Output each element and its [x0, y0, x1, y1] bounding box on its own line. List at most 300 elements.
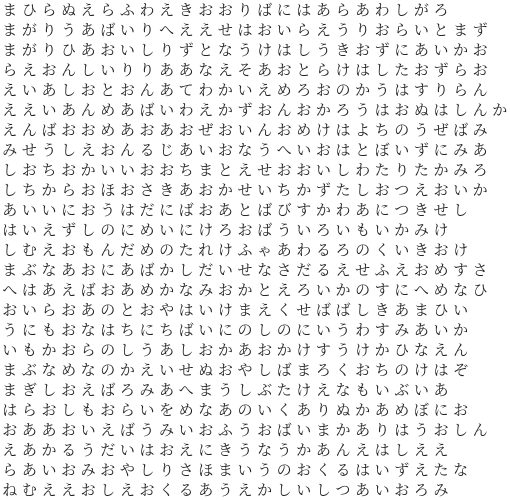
grid-cell: け	[453, 241, 469, 259]
grid-cell: の	[276, 321, 292, 339]
grid-cell: と	[100, 81, 116, 99]
grid-cell: ろ	[472, 161, 488, 179]
grid-cell: お	[355, 361, 371, 379]
grid-cell: お	[80, 181, 96, 199]
grid-cell: あ	[159, 381, 175, 399]
grid-cell: あ	[355, 201, 371, 219]
grid-cell: ひ	[433, 301, 449, 319]
grid-cell: ふ	[217, 421, 233, 439]
grid-cell: と	[296, 61, 312, 79]
grid-cell: に	[374, 201, 390, 219]
grid-row	[0, 300, 469, 320]
grid-cell: ず	[433, 61, 449, 79]
grid-cell: お	[61, 461, 77, 479]
grid-cell: お	[257, 421, 273, 439]
grid-cell: あ	[433, 381, 449, 399]
grid-cell: ば	[139, 261, 155, 279]
grid-cell: う	[276, 441, 292, 459]
grid-cell: ゃ	[257, 241, 273, 259]
grid-cell: は	[374, 441, 390, 459]
grid-cell: ず	[315, 181, 331, 199]
grid-cell: あ	[119, 101, 135, 119]
grid-cell: し	[80, 221, 96, 239]
grid-cell: も	[21, 341, 37, 359]
grid-cell: あ	[41, 81, 57, 99]
grid-cell: し	[119, 341, 135, 359]
grid-cell: う	[374, 81, 390, 99]
grid-cell: ら	[2, 461, 18, 479]
grid-cell: な	[257, 441, 273, 459]
grid-cell: お	[315, 141, 331, 159]
grid-cell: す	[315, 341, 331, 359]
grid-cell: め	[139, 221, 155, 239]
grid-cell: し	[178, 341, 194, 359]
grid-cell: お	[159, 441, 175, 459]
grid-cell: ん	[139, 81, 155, 99]
grid-cell: か	[217, 81, 233, 99]
grid-cell: わ	[178, 101, 194, 119]
grid-cell: か	[374, 341, 390, 359]
grid-cell: え	[276, 281, 292, 299]
grid-cell: め	[139, 241, 155, 259]
grid-cell: え	[257, 81, 273, 99]
grid-cell: い	[374, 221, 390, 239]
grid-cell: あ	[315, 1, 331, 19]
grid-cell: え	[2, 441, 18, 459]
grid-cell: な	[41, 261, 57, 279]
grid-cell: あ	[2, 201, 18, 219]
grid-cell: あ	[315, 441, 331, 459]
grid-cell: は	[433, 361, 449, 379]
grid-cell: み	[453, 161, 469, 179]
grid-cell: え	[335, 261, 351, 279]
grid-cell: も	[41, 321, 57, 339]
grid-cell: も	[355, 381, 371, 399]
grid-cell: お	[61, 121, 77, 139]
grid-cell: あ	[257, 61, 273, 79]
grid-cell: う	[237, 41, 253, 59]
grid-cell: お	[472, 61, 488, 79]
grid-cell: り	[374, 421, 390, 439]
grid-cell: い	[159, 361, 175, 379]
grid-cell: お	[413, 61, 429, 79]
grid-cell: な	[198, 401, 214, 419]
grid-cell: す	[413, 81, 429, 99]
grid-cell: め	[100, 101, 116, 119]
grid-cell: お	[41, 401, 57, 419]
grid-cell: い	[159, 221, 175, 239]
grid-cell: に	[433, 141, 449, 159]
grid-row	[0, 280, 488, 300]
grid-cell: ち	[178, 161, 194, 179]
grid-cell: ら	[315, 61, 331, 79]
grid-cell: お	[61, 341, 77, 359]
grid-cell: え	[2, 81, 18, 99]
grid-cell: せ	[237, 261, 253, 279]
grid-cell: あ	[413, 41, 429, 59]
grid-cell: か	[41, 181, 57, 199]
grid-row	[0, 80, 488, 100]
grid-cell: は	[355, 61, 371, 79]
grid-cell: お	[198, 341, 214, 359]
grid-cell: ろ	[335, 101, 351, 119]
grid-cell: え	[159, 1, 175, 19]
grid-cell: お	[100, 461, 116, 479]
grid-cell: き	[335, 41, 351, 59]
grid-cell: し	[237, 381, 253, 399]
grid-cell: あ	[472, 141, 488, 159]
grid-cell: か	[119, 361, 135, 379]
grid-cell: ず	[178, 41, 194, 59]
grid-cell: か	[355, 401, 371, 419]
grid-cell: い	[374, 461, 390, 479]
grid-cell: た	[413, 161, 429, 179]
grid-cell: て	[178, 81, 194, 99]
grid-cell: い	[374, 381, 390, 399]
grid-cell: る	[335, 461, 351, 479]
grid-cell: な	[178, 281, 194, 299]
grid-cell: あ	[159, 341, 175, 359]
grid-cell: ぞ	[453, 361, 469, 379]
grid-cell: や	[119, 461, 135, 479]
grid-cell: あ	[21, 441, 37, 459]
grid-cell: い	[198, 301, 214, 319]
grid-cell: び	[276, 201, 292, 219]
grid-cell: い	[119, 41, 135, 59]
grid-cell: け	[296, 341, 312, 359]
grid-row	[0, 180, 488, 200]
grid-cell: し	[2, 181, 18, 199]
grid-cell: た	[433, 461, 449, 479]
grid-cell: え	[257, 301, 273, 319]
grid-cell: し	[276, 481, 292, 499]
grid-cell: ひ	[21, 1, 37, 19]
grid-cell: え	[178, 21, 194, 39]
grid-cell: や	[159, 301, 175, 319]
grid-cell: ず	[374, 41, 390, 59]
grid-cell: い	[433, 321, 449, 339]
grid-row	[0, 460, 469, 480]
grid-cell: え	[315, 21, 331, 39]
grid-cell: り	[119, 61, 135, 79]
grid-cell: ば	[257, 221, 273, 239]
grid-cell: め	[296, 121, 312, 139]
grid-cell: ず	[237, 101, 253, 119]
grid-cell: ぜ	[433, 121, 449, 139]
grid-cell: ろ	[433, 1, 449, 19]
grid-cell: か	[296, 441, 312, 459]
grid-cell: う	[80, 441, 96, 459]
grid-cell: み	[413, 221, 429, 239]
grid-cell: ば	[315, 301, 331, 319]
grid-cell: に	[159, 201, 175, 219]
grid-cell: あ	[80, 301, 96, 319]
grid-cell: は	[335, 121, 351, 139]
grid-cell: か	[276, 341, 292, 359]
grid-cell: い	[139, 401, 155, 419]
grid-cell: は	[178, 301, 194, 319]
grid-cell: の	[355, 241, 371, 259]
grid-cell: あ	[119, 261, 135, 279]
grid-cell: ち	[374, 361, 390, 379]
grid-cell: お	[217, 121, 233, 139]
grid-cell: や	[237, 361, 253, 379]
grid-cell: え	[100, 421, 116, 439]
grid-cell: な	[217, 41, 233, 59]
grid-cell: と	[217, 161, 233, 179]
grid-cell: え	[80, 381, 96, 399]
grid-cell: い	[296, 221, 312, 239]
grid-cell: ぶ	[257, 381, 273, 399]
grid-cell: ま	[2, 41, 18, 59]
grid-cell: り	[139, 61, 155, 79]
grid-cell: あ	[21, 421, 37, 439]
grid-cell: き	[217, 441, 233, 459]
grid-cell: と	[119, 301, 135, 319]
grid-cell: ん	[472, 81, 488, 99]
grid-cell: り	[139, 21, 155, 39]
grid-cell: ば	[178, 201, 194, 219]
grid-cell: お	[80, 201, 96, 219]
grid-cell: え	[413, 181, 429, 199]
grid-cell: い	[119, 441, 135, 459]
grid-row	[0, 160, 488, 180]
grid-cell: あ	[178, 181, 194, 199]
grid-row	[0, 480, 449, 500]
grid-cell: か	[257, 481, 273, 499]
grid-cell: め	[139, 281, 155, 299]
grid-cell: ろ	[296, 81, 312, 99]
grid-cell: め	[61, 361, 77, 379]
grid-cell: ぶ	[394, 381, 410, 399]
grid-cell: あ	[159, 81, 175, 99]
grid-cell: た	[335, 181, 351, 199]
grid-cell: に	[21, 321, 37, 339]
grid-cell: が	[21, 41, 37, 59]
grid-cell: え	[80, 141, 96, 159]
grid-cell: ぬ	[198, 361, 214, 379]
grid-row	[0, 400, 469, 420]
grid-cell: あ	[394, 301, 410, 319]
grid-cell: し	[2, 241, 18, 259]
grid-cell: せ	[257, 161, 273, 179]
grid-cell: お	[237, 221, 253, 239]
grid-cell: え	[61, 481, 77, 499]
grid-cell: き	[413, 241, 429, 259]
grid-cell: ば	[257, 1, 273, 19]
grid-cell: ば	[119, 421, 135, 439]
grid-cell: ず	[394, 461, 410, 479]
grid-cell: ち	[41, 161, 57, 179]
grid-cell: あ	[355, 421, 371, 439]
grid-cell: だ	[139, 201, 155, 219]
grid-cell: し	[355, 181, 371, 199]
grid-cell: な	[198, 61, 214, 79]
grid-cell: ず	[413, 141, 429, 159]
grid-cell: お	[41, 61, 57, 79]
grid-cell: ら	[394, 21, 410, 39]
grid-cell: お	[61, 321, 77, 339]
grid-cell: お	[374, 21, 390, 39]
grid-cell: い	[315, 281, 331, 299]
grid-cell: え	[217, 61, 233, 79]
grid-row	[0, 320, 469, 340]
grid-cell: え	[198, 101, 214, 119]
grid-cell: い	[41, 461, 57, 479]
grid-cell: お	[100, 141, 116, 159]
grid-cell: せ	[178, 361, 194, 379]
grid-cell: う	[139, 341, 155, 359]
grid-cell: へ	[159, 21, 175, 39]
grid-cell: い	[178, 421, 194, 439]
grid-cell: お	[257, 21, 273, 39]
grid-cell: せ	[355, 261, 371, 279]
grid-cell: み	[80, 461, 96, 479]
grid-row	[0, 0, 449, 20]
grid-cell: も	[355, 221, 371, 239]
grid-cell: し	[355, 301, 371, 319]
grid-cell: し	[257, 321, 273, 339]
grid-cell: え	[198, 21, 214, 39]
grid-cell: お	[139, 481, 155, 499]
grid-row	[0, 260, 488, 280]
grid-cell: ん	[453, 341, 469, 359]
grid-cell: に	[433, 401, 449, 419]
grid-cell: だ	[119, 241, 135, 259]
grid-cell: お	[198, 1, 214, 19]
grid-cell: お	[80, 261, 96, 279]
grid-cell: の	[394, 361, 410, 379]
grid-cell: お	[433, 181, 449, 199]
grid-cell: ろ	[413, 481, 429, 499]
grid-cell: お	[100, 401, 116, 419]
grid-cell: か	[335, 281, 351, 299]
grid-cell: ん	[257, 121, 273, 139]
grid-cell: ん	[276, 101, 292, 119]
grid-cell: ふ	[119, 1, 135, 19]
grid-cell: い	[413, 21, 429, 39]
grid-cell: し	[453, 201, 469, 219]
grid-cell: わ	[139, 1, 155, 19]
grid-cell: に	[61, 201, 77, 219]
grid-cell: を	[159, 401, 175, 419]
grid-row	[0, 100, 508, 120]
grid-cell: か	[217, 181, 233, 199]
grid-cell: ぬ	[335, 401, 351, 419]
grid-cell: し	[374, 61, 390, 79]
grid-cell: お	[472, 41, 488, 59]
grid-cell: か	[237, 281, 253, 299]
grid-cell: え	[413, 461, 429, 479]
grid-cell: わ	[198, 81, 214, 99]
grid-cell: お	[217, 1, 233, 19]
grid-cell: ち	[159, 321, 175, 339]
grid-cell: ば	[276, 361, 292, 379]
grid-cell: お	[217, 281, 233, 299]
grid-cell: あ	[276, 241, 292, 259]
grid-cell: し	[41, 381, 57, 399]
grid-cell: き	[178, 1, 194, 19]
grid-cell: お	[198, 181, 214, 199]
grid-cell: う	[237, 441, 253, 459]
grid-cell: え	[41, 481, 57, 499]
grid-cell: き	[159, 181, 175, 199]
grid-cell: り	[355, 21, 371, 39]
grid-cell: か	[492, 101, 508, 119]
grid-cell: か	[217, 341, 233, 359]
grid-cell: に	[100, 261, 116, 279]
grid-cell: ね	[2, 481, 18, 499]
grid-cell: ち	[276, 181, 292, 199]
grid-cell: お	[100, 281, 116, 299]
grid-cell: ひ	[394, 341, 410, 359]
grid-cell: な	[257, 261, 273, 279]
grid-cell: う	[41, 141, 57, 159]
grid-cell: お	[2, 301, 18, 319]
grid-cell: い	[237, 461, 253, 479]
grid-cell: お	[257, 101, 273, 119]
grid-cell: あ	[159, 61, 175, 79]
grid-cell: い	[374, 481, 390, 499]
grid-cell: れ	[198, 241, 214, 259]
grid-cell: ま	[198, 381, 214, 399]
grid-cell: へ	[413, 281, 429, 299]
grid-cell: の	[100, 341, 116, 359]
grid-cell: お	[394, 481, 410, 499]
grid-cell: に	[139, 321, 155, 339]
grid-cell: ん	[472, 101, 488, 119]
grid-cell: し	[100, 481, 116, 499]
grid-cell: ら	[80, 341, 96, 359]
grid-cell: あ	[178, 61, 194, 79]
grid-cell: ら	[21, 401, 37, 419]
grid-cell: し	[394, 1, 410, 19]
grid-cell: い	[257, 401, 273, 419]
grid-cell: う	[2, 321, 18, 339]
grid-cell: う	[237, 421, 253, 439]
grid-cell: い	[237, 121, 253, 139]
grid-cell: ま	[217, 461, 233, 479]
grid-row	[0, 440, 449, 460]
grid-cell: い	[41, 201, 57, 219]
grid-cell: わ	[296, 241, 312, 259]
grid-cell: ば	[139, 101, 155, 119]
grid-cell: よ	[355, 121, 371, 139]
grid-cell: い	[433, 41, 449, 59]
grid-cell: し	[2, 161, 18, 179]
grid-cell: え	[394, 261, 410, 279]
grid-cell: ば	[100, 21, 116, 39]
grid-cell: め	[100, 121, 116, 139]
grid-cell: お	[276, 161, 292, 179]
grid-cell: う	[139, 421, 155, 439]
grid-cell: え	[237, 481, 253, 499]
grid-cell: が	[21, 21, 37, 39]
grid-cell: お	[433, 421, 449, 439]
grid-cell: あ	[296, 401, 312, 419]
grid-cell: な	[80, 321, 96, 339]
grid-row	[0, 120, 488, 140]
grid-cell: お	[355, 41, 371, 59]
grid-cell: め	[276, 81, 292, 99]
grid-cell: お	[139, 301, 155, 319]
grid-cell: い	[198, 321, 214, 339]
grid-cell: あ	[237, 341, 253, 359]
grid-cell: あ	[41, 281, 57, 299]
grid-cell: る	[315, 261, 331, 279]
grid-cell: り	[41, 21, 57, 39]
grid-cell: し	[61, 401, 77, 419]
